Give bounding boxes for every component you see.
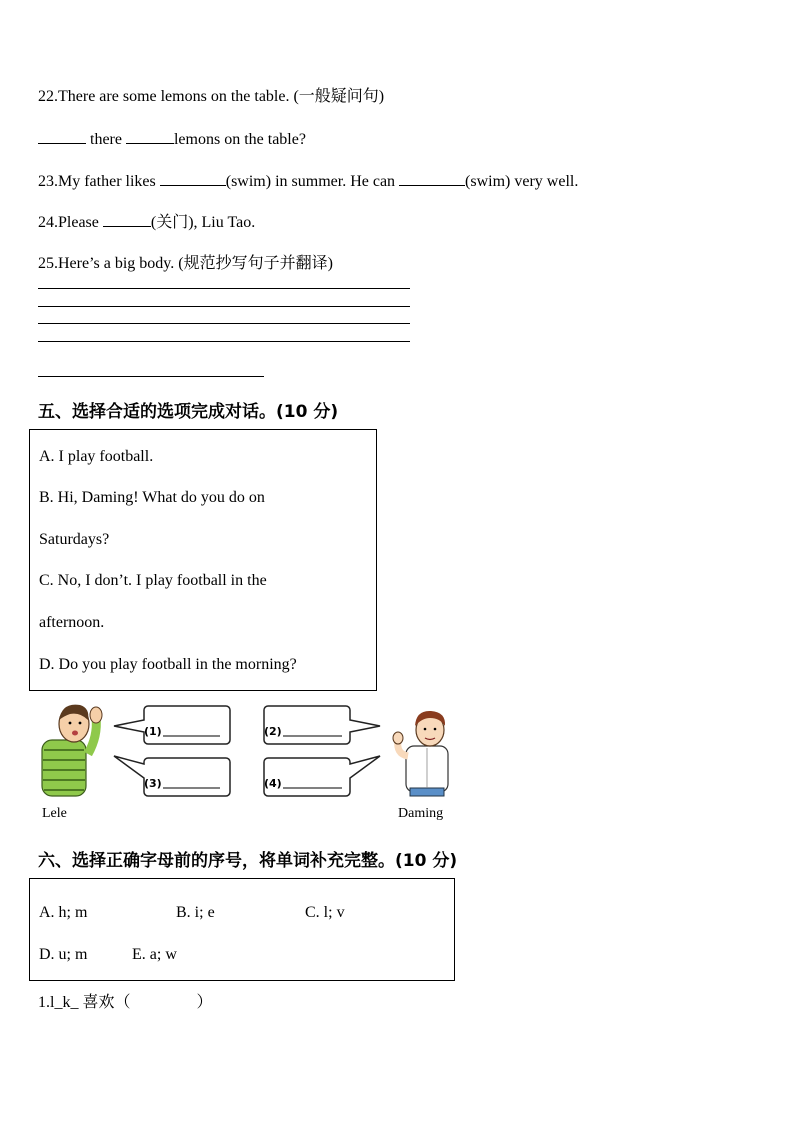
speech-bubble-3 (114, 756, 230, 796)
option-b: B. i; e (176, 904, 215, 921)
answer-blank[interactable] (103, 212, 151, 227)
lele-figure (42, 705, 102, 796)
option-d: D. Do you play football in the morning? (39, 656, 297, 673)
option-c-continued: afternoon. (39, 614, 105, 631)
section-6-options-box (29, 878, 455, 981)
bubble-1-number: (1) (144, 725, 162, 738)
question-22: 22.There are some lemons on the table. (一般疑问句) (38, 88, 385, 105)
section-5-heading: 五、选择合适的选项完成对话。(10 分) (38, 402, 339, 422)
option-c: C. l; v (305, 904, 345, 921)
writing-line[interactable] (38, 288, 410, 289)
question-22-answer-line (38, 129, 306, 150)
question-23 (38, 171, 578, 192)
q24-part: (关门), Liu Tao. (150, 214, 256, 231)
q23-part: (swim) in summer. He can (225, 173, 396, 190)
question-24 (38, 212, 255, 233)
option-b-continued: Saturdays? (39, 531, 110, 548)
q22-part: lemons on the table? (173, 131, 306, 148)
daming-label: Daming (398, 806, 444, 821)
q22-part: there (90, 131, 122, 148)
answer-blank[interactable] (160, 171, 226, 186)
writing-line[interactable] (38, 376, 264, 377)
answer-blank[interactable] (38, 129, 86, 144)
option-e: E. a; w (132, 946, 177, 963)
option-b: B. Hi, Daming! What do you do on (39, 489, 265, 506)
section-6-heading: 六、选择正确字母前的序号，将单词补充完整。(10 分) (38, 851, 458, 871)
question-25: 25.Here’s a big body. (规范抄写句子并翻译) (38, 255, 333, 272)
option-a: A. I play football. (39, 448, 154, 465)
writing-line[interactable] (38, 341, 410, 342)
daming-figure (393, 711, 448, 796)
section-6-question-1 (38, 993, 212, 1013)
speech-bubble-1 (114, 706, 230, 744)
bubble-2-number: (2) (264, 725, 282, 738)
bubble-3-number: (3) (144, 777, 162, 790)
section-5-options-box (29, 429, 377, 691)
writing-line[interactable] (38, 323, 410, 324)
speech-bubble-4 (264, 756, 380, 796)
option-d: D. u; m (39, 946, 88, 963)
dialogue-illustration (30, 696, 470, 826)
answer-blank[interactable] (126, 129, 174, 144)
bubble-4-number: (4) (264, 777, 282, 790)
lele-label: Lele (42, 806, 67, 821)
q23-part: 23.My father likes (38, 173, 156, 190)
option-c: C. No, I don’t. I play football in the (39, 572, 267, 589)
q1-close: ） (196, 994, 213, 1011)
q1-word: 1.l_k_ 喜欢（ (38, 994, 131, 1011)
option-a: A. h; m (39, 904, 88, 921)
writing-line[interactable] (38, 306, 410, 307)
q24-part: 24.Please (38, 214, 99, 231)
answer-blank[interactable] (399, 171, 465, 186)
q23-part: (swim) very well. (465, 173, 579, 190)
